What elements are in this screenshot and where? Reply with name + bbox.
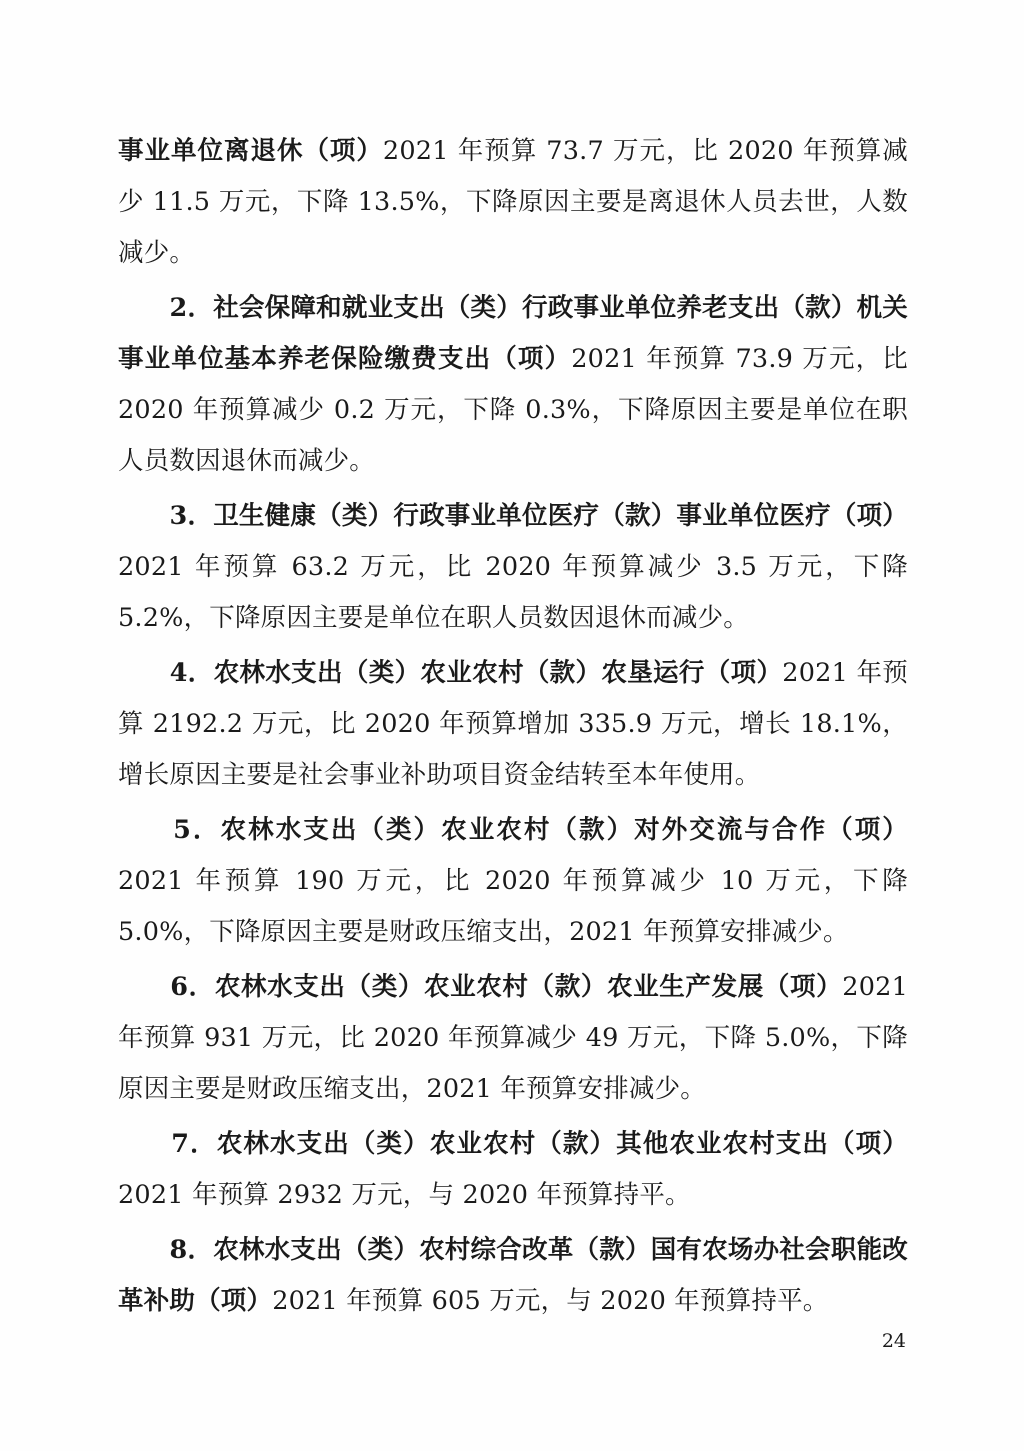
paragraph-8-lead: 8．农林水支出（类）农村综合改革（款）国有农场办社会职能改革补助（项） bbox=[118, 1235, 909, 1316]
paragraph-6-text: 2021 年预算 931 万元，比 2020 年预算减少 49 万元，下降 5.0%，下降原因主要是财政压缩支出，2021 年预算安排减少。 bbox=[118, 972, 908, 1104]
paragraph-5-lead: 5．农林水支出（类）农业农村（款）对外交流与合作（项） bbox=[173, 815, 908, 845]
paragraph-7-lead: 7．农林水支出（类）农业农村（款）其他农业农村支出（项） bbox=[171, 1129, 908, 1159]
paragraph-1-lead: 事业单位离退休（项） bbox=[118, 136, 383, 166]
paragraph-4 bbox=[118, 648, 908, 801]
paragraph-8 bbox=[118, 1225, 908, 1327]
paragraph-1 bbox=[118, 126, 908, 279]
paragraph-4-lead: 4．农林水支出（类）农业农村（款）农垦运行（项） bbox=[169, 658, 783, 688]
paragraph-6-lead: 6．农林水支出（类）农业农村（款）农业生产发展（项） bbox=[170, 972, 843, 1002]
paragraph-2-text: 2021 年预算 73.9 万元，比 2020 年预算减少 0.2 万元，下降 0.3%，下降原因主要是单位在职人员数因退休而减少。 bbox=[118, 344, 908, 476]
paragraph-5 bbox=[118, 805, 908, 958]
page-number: 24 bbox=[881, 1330, 906, 1352]
paragraph-1-text: 2021 年预算 73.7 万元，比 2020 年预算减少 11.5 万元，下降 13.5%，下降原因主要是离退休人员去世，人数减少。 bbox=[118, 136, 908, 268]
document-body bbox=[118, 126, 908, 1331]
paragraph-4-text: 2021 年预算 2192.2 万元，比 2020 年预算增加 335.9 万元，增长 18.1%，增长原因主要是社会事业补助项目资金结转至本年使用。 bbox=[118, 658, 908, 790]
paragraph-7 bbox=[118, 1119, 908, 1221]
paragraph-5-text: 2021 年预算 190 万元，比 2020 年预算减少 10 万元，下降 5.0%，下降原因主要是财政压缩支出，2021 年预算安排减少。 bbox=[118, 866, 908, 947]
paragraph-3-lead: 3．卫生健康（类）行政事业单位医疗（款）事业单位医疗（项） bbox=[169, 501, 909, 531]
paragraph-8-text: 2021 年预算 605 万元，与 2020 年预算持平。 bbox=[272, 1286, 829, 1316]
paragraph-2-lead: 2．社会保障和就业支出（类）行政事业单位养老支出（款）机关事业单位基本养老保险缴费支出（项） bbox=[118, 293, 909, 374]
paragraph-7-text: 2021 年预算 2932 万元，与 2020 年预算持平。 bbox=[118, 1180, 691, 1210]
paragraph-6 bbox=[118, 962, 908, 1115]
paragraph-3 bbox=[118, 491, 908, 644]
paragraph-2 bbox=[118, 283, 908, 487]
paragraph-3-text: 2021 年预算 63.2 万元，比 2020 年预算减少 3.5 万元，下降 5.2%，下降原因主要是单位在职人员数因退休而减少。 bbox=[118, 552, 908, 633]
